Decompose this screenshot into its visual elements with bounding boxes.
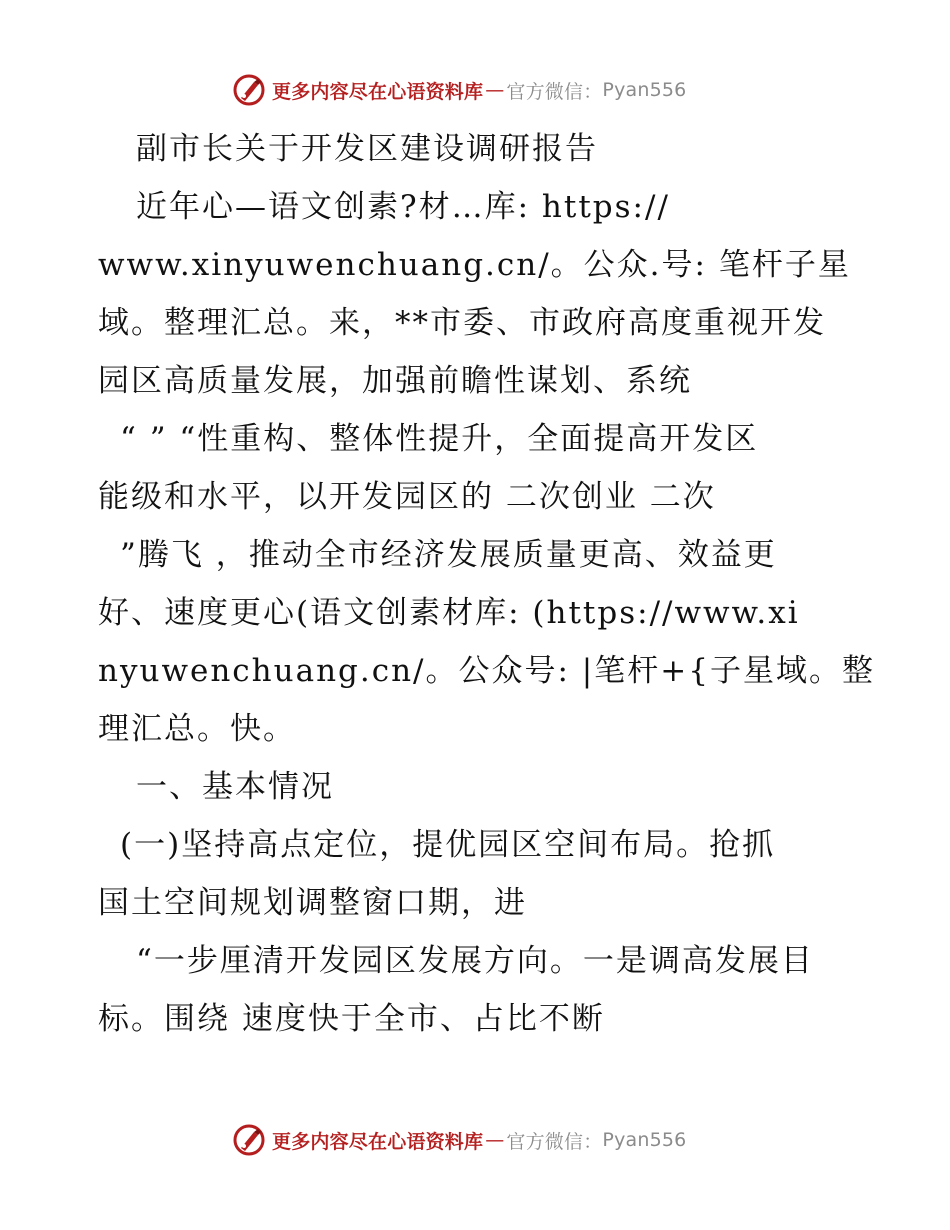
watermark-brand: 更多内容尽在心语资料库 bbox=[272, 80, 484, 103]
footer-watermark bbox=[232, 1122, 752, 1158]
paragraph-line: “ ” “性重构、整体性提升，全面提高开发区 bbox=[120, 421, 759, 457]
paragraph-line: ”腾飞 ，推动全市经济发展质量更高、效益更 bbox=[120, 537, 777, 573]
header-watermark bbox=[232, 72, 752, 108]
paragraph-line: 好、速度更心(语文创素材库: (https://www.xi bbox=[98, 595, 800, 631]
document-body bbox=[98, 120, 875, 1048]
paragraph-line: (一)坚持高点定位，提优园区空间布局。抢抓 bbox=[120, 827, 776, 863]
paragraph-line: 标。围绕 速度快于全市、占比不断 bbox=[98, 1001, 605, 1037]
paragraph-line: www.xinyuwenchuang.cn/。公众.号: 笔杆子星 bbox=[98, 247, 851, 283]
watermark-dash: — bbox=[485, 79, 505, 101]
section-heading: 一、基本情况 bbox=[136, 769, 334, 805]
watermark-official: 官方微信： bbox=[506, 80, 603, 103]
paragraph-line: 国土空间规划调整窗口期，进 bbox=[98, 885, 527, 921]
paragraph-line: 域。整理汇总。来，**市委、市政府高度重视开发 bbox=[98, 305, 826, 341]
watermark-wechat-id: Pyan556 bbox=[602, 1129, 687, 1151]
watermark-wechat-id: Pyan556 bbox=[602, 79, 687, 101]
paragraph-line: 园区高质量发展，加强前瞻性谋划、系统 bbox=[98, 363, 692, 399]
pen-logo-icon bbox=[232, 1123, 266, 1157]
watermark-brand: 更多内容尽在心语资料库 bbox=[272, 1130, 484, 1153]
paragraph-line: 能级和水平，以开发园区的 二次创业 二次 bbox=[98, 479, 716, 515]
pen-logo-icon bbox=[232, 73, 266, 107]
paragraph-line: “一步厘清开发园区发展方向。一是调高发展目 bbox=[136, 943, 814, 979]
paragraph-line: nyuwenchuang.cn/。公众号: |笔杆+{子星域。整 bbox=[98, 653, 875, 689]
paragraph-line: 近年心—语文创素?材…库: https:// bbox=[136, 189, 670, 225]
document-title: 副市长关于开发区建设调研报告 bbox=[136, 131, 598, 167]
watermark-official: 官方微信： bbox=[506, 1130, 603, 1153]
watermark-dash: — bbox=[485, 1129, 505, 1151]
paragraph-line: 理汇总。快。 bbox=[98, 711, 296, 747]
